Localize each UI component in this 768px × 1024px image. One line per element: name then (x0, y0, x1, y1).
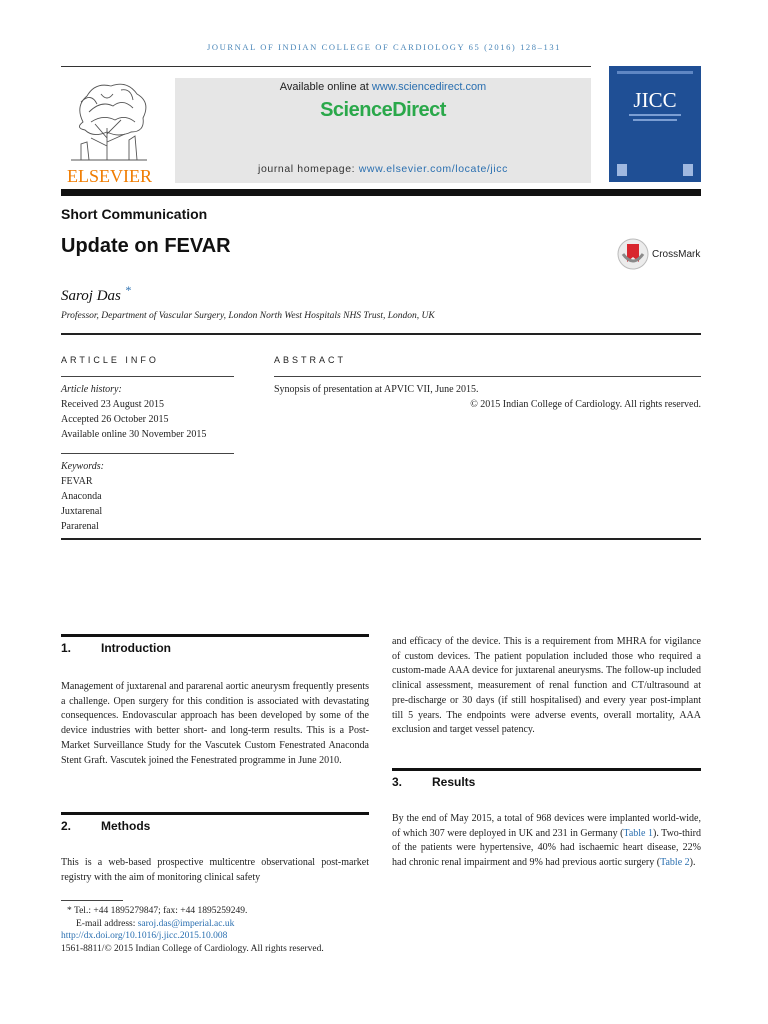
intro-rule (61, 634, 369, 637)
keyword: Juxtarenal (61, 506, 103, 517)
crossmark-label[interactable]: CrossMark (652, 249, 701, 260)
keywords (61, 459, 104, 534)
abstract-text: Synopsis of presentation at APVIC VII, June 2015. (274, 384, 479, 395)
article-history (61, 382, 206, 442)
results-rule (392, 768, 701, 771)
elsevier-logo (61, 76, 158, 186)
footnote-contact: * Tel.: +44 1895279847; fax: +44 1895259249. (67, 906, 248, 916)
journal-cover[interactable] (609, 66, 701, 182)
article-info-heading: ARTICLE INFO (61, 355, 159, 365)
results-text-c: ). (689, 857, 696, 869)
author-footnote-marker[interactable]: * (124, 283, 131, 297)
table-2-link[interactable]: Table 2 (660, 857, 690, 869)
intro-heading (61, 641, 369, 655)
available-online (175, 81, 591, 93)
methods-paragraph: This is a web-based prospective multicentre observational post-market registry with the aim of monitoring clinical safety (61, 857, 369, 883)
results-text-a: By the end of May 2015, a total of 968 devices were implanted world-wide, of which 307 were deployed in UK and 231 in Germany ( (392, 813, 701, 839)
author-name (61, 283, 131, 305)
homepage-link[interactable]: www.elsevier.com/locate/jicc (358, 163, 508, 175)
intro-paragraph: Management of juxtarenal and pararenal aortic aneurysm frequently presents a challenge. Open surgery for this condition is associated with devastating consequences. Endovascular approach has been developed by some of the device industries with better short- and long-term results. This is a Post-Market Surveillance Study for the Vascutek Custom Fenestrated Anaconda Stent Graft. Vascutek joined the Fenestrated programme in June 2010. (61, 681, 369, 766)
results-title: Results (432, 775, 476, 789)
intro-number: 1. (61, 641, 72, 655)
running-header: JOURNAL OF INDIAN COLLEGE OF CARDIOLOGY 65 (2016) 128–131 (206, 42, 562, 52)
received-date: Received 23 August 2015 (61, 399, 165, 410)
results-paragraph (392, 812, 701, 871)
header-rule (61, 66, 591, 67)
online-date: Available online 30 November 2015 (61, 429, 207, 440)
affiliation-rule (61, 333, 701, 335)
keywords-label: Keywords: (61, 461, 104, 472)
article-info-rule (61, 376, 234, 377)
accepted-date: Accepted 26 October 2015 (61, 414, 169, 425)
results-number: 3. (392, 775, 403, 789)
elsevier-wordmark: ELSEVIER (67, 166, 152, 186)
history-label: Article history: (61, 384, 122, 395)
homepage-prefix: journal homepage: (258, 163, 359, 175)
results-heading (392, 775, 701, 789)
keyword: Pararenal (61, 521, 99, 532)
article-type: Short Communication (61, 206, 208, 222)
intro-title: Introduction (101, 641, 171, 655)
author-affiliation: Professor, Department of Vascular Surgery, London North West Hospitals NHS Trust, London, UK (61, 311, 435, 321)
footnote (61, 905, 324, 955)
keywords-rule (61, 453, 234, 454)
abstract-copyright: © 2015 Indian College of Cardiology. All rights reserved. (470, 399, 701, 410)
methods-heading (61, 819, 369, 833)
methods-number: 2. (61, 819, 72, 833)
email-label: E-mail address: (76, 918, 138, 929)
front-matter-rule (61, 538, 701, 540)
sciencedirect-banner (175, 78, 591, 183)
email-link[interactable]: saroj.das@imperial.ac.uk (137, 918, 235, 929)
footnote-rule (61, 900, 123, 901)
masthead-rule (61, 189, 701, 196)
keyword: Anaconda (61, 491, 102, 502)
author-text: Saroj Das (61, 288, 121, 304)
sciencedirect-wordmark: ScienceDirect (320, 99, 446, 121)
crossmark-icon[interactable] (617, 238, 649, 270)
issn-line: 1561-8811/© 2015 Indian College of Cardiology. All rights reserved. (61, 943, 324, 954)
doi-link[interactable]: http://dx.doi.org/10.1016/j.jicc.2015.10.008 (61, 931, 228, 941)
table-1-link[interactable]: Table 1 (623, 827, 653, 839)
article-title: Update on FEVAR (61, 235, 231, 257)
abstract-heading: ABSTRACT (274, 355, 347, 365)
abstract-rule (274, 376, 701, 377)
available-prefix: Available online at (279, 81, 372, 93)
cover-decoration (609, 66, 701, 182)
methods-paragraph-continued: and efficacy of the device. This is a requirement from MHRA for vigilance of custom devices. The patient population included those who required a custom-made AAA device for juxtarenal aneurysms. The follow-up included clinical assessment, measurement of renal function and CT/ultrasound at pre-discharge or 30 days (if still hospitalised) and every year post-implant till 5 years. The endpoints were adverse events, overall mortality, AAA exclusion and target vessel patency. (392, 636, 701, 736)
keyword: FEVAR (61, 476, 93, 487)
methods-rule (61, 812, 369, 815)
sciencedirect-link[interactable]: www.sciencedirect.com (371, 81, 487, 93)
results-text-b: ). Two-third of the patients were hypertensive, 40% had ischaemic heart disease, 22% had chronic renal impairment and 9% had previous aortic surgery ( (392, 827, 702, 869)
journal-homepage (175, 163, 591, 175)
methods-title: Methods (101, 819, 151, 833)
footnote-email-line (61, 918, 324, 931)
abstract-body (274, 382, 701, 412)
cover-title: JICC (633, 88, 677, 112)
